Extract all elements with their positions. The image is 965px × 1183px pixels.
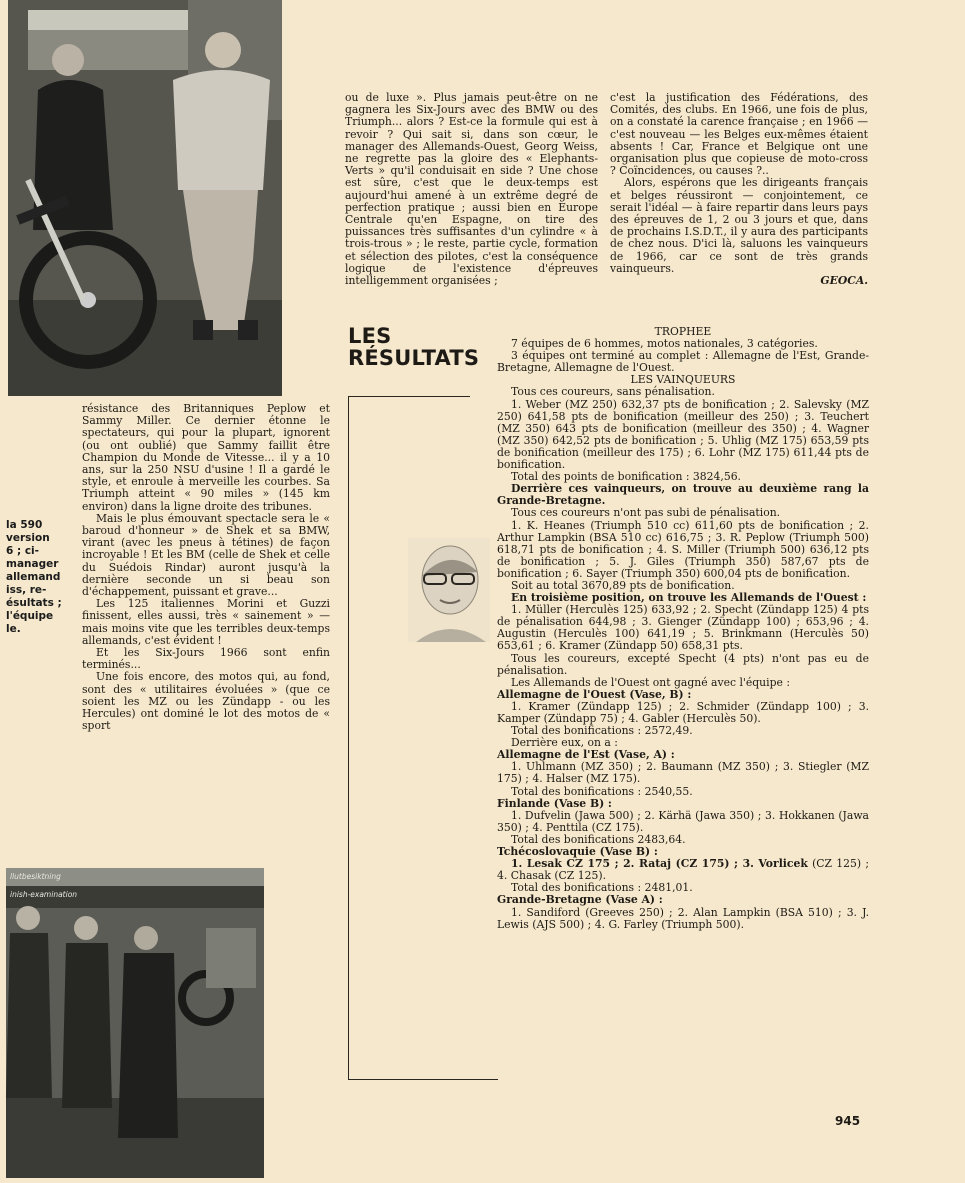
article-column-2 [345,92,598,287]
article-column-3 [610,92,868,287]
photo-riders-bottom [6,868,264,1178]
caption-line: manager [6,558,59,570]
results-total: Soit au total 3670,89 pts de bonification. [511,578,735,592]
results-list-bold: 1. Lesak CZ 175 ; 2. Rataj (CZ 175) ; 3. Vorlicek [511,857,808,871]
results-team-title: Grande-Bretagne (Vase A) : [497,893,663,907]
results-team-title: Tchécoslovaquie (Vase B) : [497,845,658,859]
caption-line: iss, re- [6,584,47,596]
results-total: Total des bonifications : 2481,01. [511,881,693,895]
results-paragraph: Derrière ces vainqueurs, on trouve au deuxième rang la Grande-Bretagne. [497,482,869,508]
results-heading [348,325,479,369]
results-paragraph: 1. Müller (Herculès 125) 633,92 ; 2. Specht (Zündapp 125) 4 pts de pénalisation 644,98 ; 3. Gienger (Zündapp 100) ; 653,96 ; 4. Augustin (Herculès 100) 641,19 ; 5. Brinkmann (Herculès 50) 653,61 ; 6. Kramer (Zündapp 50) 658,31 pts. [497,603,869,653]
results-list-rest: (CZ 125) ; 4. Chasak (CZ 125). [497,857,869,883]
results-section [497,326,869,931]
results-paragraph: 1. K. Heanes (Triumph 510 cc) 611,60 pts de bonification ; 2. Arthur Lampkin (BSA 510 cc) 616,75 ; 3. R. Peplow (Triumph 500) 618,71 pts de bonification ; 4. S. Miller (Triumph 500) 636,12 pts de bonification ; 5. J. Giles (Triumph 350) 587,67 pts de bonification ; 6. Sayer (Triumph 350) 600,04 pts de bonification. [497,518,869,580]
results-paragraph: 1. Dufvelin (Jawa 500) ; 2. Kärhä (Jawa 350) ; 3. Hokkanen (Jawa 350) ; 4. Penttila (CZ 175). [497,808,869,834]
caption-line: l'équipe [6,610,54,622]
caption-line: version [6,532,50,544]
results-subtitle: LES VAINQUEURS [630,373,736,387]
results-team-title: Allemagne de l'Ouest (Vase, B) : [497,687,692,701]
photo-riders-top [8,0,282,396]
article-paragraph: Et les Six-Jours 1966 sont enfin terminés... [82,646,330,672]
divider-line [348,1079,498,1080]
photo-caption [6,519,62,636]
author-signature: GEOCA. [820,274,868,288]
results-total: Total des bonifications : 2540,55. [511,784,693,798]
results-paragraph: 3 équipes ont terminé au complet : Allemagne de l'Est, Grande-Bretagne, Allemagne de l'Ouest. [497,349,869,375]
photo-tag: llutbesiktning [10,872,61,881]
results-paragraph: Tous les coureurs, excepté Specht (4 pts) n'ont pas eu de pénalisation. [497,651,869,677]
caption-line: la 590 [6,519,43,531]
portrait-drawing [408,538,490,642]
results-paragraph: Tous ces coureurs n'ont pas subi de pénalisation. [511,506,781,520]
divider-line [348,396,349,1079]
divider-line [348,396,470,397]
results-paragraph: Tous ces coureurs, sans pénalisation. [511,385,715,399]
results-paragraph: Derrière eux, on a : [511,736,618,750]
article-paragraph: Les 125 italiennes Morini et Guzzi finissent, elles aussi, très « sainement » — mais moins vite que les terribles deux-temps allemands, c'est évident ! [82,597,330,647]
article-column-1 [82,403,330,732]
article-paragraph: c'est la justification des Fédérations, des Comités, des clubs. En 1966, une fois de plus, on a constaté la carence française ; en 1966 — c'est nouveau — les Belges eux-mêmes étaient absents ! Car, France et Belgique ont une organisation plus que copieuse de moto-cross ? Coïncidences, ou causes ?.. [610,91,868,178]
article-paragraph: résistance des Britanniques Peplow et Sammy Miller. Ce dernier étonne le spectateurs, qui pour la plupart, ignorent (ou ont oublié) que Sammy faillit être Champion du Monde de Vitesse... il y a 10 ans, sur la 250 NSU d'usine ! Il a gardé le style, et enroule à merveille les courbes. Sa Triumph atteint « 90 miles » (145 km environ) dans la ligne droite des tribunes. [82,402,330,513]
results-paragraph: 1. Weber (MZ 250) 632,37 pts de bonification ; 2. Salevsky (MZ 250) 641,58 pts de bonification (meilleur des 250) ; 3. Teuchert (MZ 350) 643 pts de bonification (meilleur des 350) ; 4. Wagner (MZ 350) 642,52 pts de bonification ; 5. Uhlig (MZ 175) 653,59 pts de bonification (meilleur des 175) ; 6. Lohr (MZ 175) 611,44 pts de bonification. [497,397,869,472]
results-total: Total des points de bonification : 3824,56. [511,470,741,484]
caption-line: le. [6,623,21,635]
results-paragraph: 1. Sandiford (Greeves 250) ; 2. Alan Lampkin (BSA 510) ; 3. J. Lewis (AJS 500) ; 4. G. Farley (Triumph 500). [497,905,869,931]
photo-tag: inish-examination [10,890,78,899]
results-heading-line: LES [348,324,392,348]
article-paragraph: Une fois encore, des motos qui, au fond, sont des « utilitaires évoluées » (que ce soient les MZ ou les Zündapp - ou les Hercules) ont dominé le lot des motos de « sport [82,670,330,733]
results-team-title: Finlande (Vase B) : [497,796,612,810]
photo-riders-top-drawing [8,0,282,396]
results-team-title: Allemagne de l'Est (Vase, A) : [497,748,675,762]
results-paragraph: En troisième position, on trouve les Allemands de l'Ouest : [511,591,867,605]
results-total: Total des bonifications 2483,64. [511,832,686,846]
results-subtitle: TROPHEE [654,325,712,338]
article-paragraph: ou de luxe ». Plus jamais peut-être on ne gagnera les Six-Jours avec des BMW ou des Triumph... alors ? Est-ce la formule qui est à revoir ? Qui sait si, dans son cœur, le manager des Allemands-Ouest, Georg Weiss, ne regrette pas la gloire des « Elephants-Verts » qu'il conduisait en side ? Une chose est sûre, c'est que le deux-temps est aujourd'hui amené à un extrême degré de perfection pratique ; aussi bien en Europe Centrale qu'en Espagne, on tire des puissances très suffisantes d'un cylindre « à trois-trous » ; le reste, partie cycle, formation et sélection des pilotes, c'est la conséquence logique de l'existence d'épreuves intelligemment organisées ; [345,91,598,288]
results-total: Total des bonifications : 2572,49. [511,724,693,738]
results-heading-line: RÉSULTATS [348,346,480,370]
caption-line: 6 ; ci- [6,545,39,557]
results-paragraph: 1. Kramer (Zündapp 125) ; 2. Schmider (Zündapp 100) ; 3. Kamper (Zündapp 75) ; 4. Gabler (Herculès 50). [497,699,869,725]
results-paragraph: Les Allemands de l'Ouest ont gagné avec l'équipe : [511,675,790,689]
results-paragraph: 1. Uhlmann (MZ 350) ; 2. Baumann (MZ 350) ; 3. Stiegler (MZ 175) ; 4. Halser (MZ 175). [497,760,869,786]
photo-riders-bottom-drawing [6,868,264,1178]
caption-line: allemand [6,571,61,583]
portrait-photo [408,538,490,642]
article-paragraph: Mais le plus émouvant spectacle sera le « baroud d'honneur » de Shek et sa BMW, virant (avec les pneus à tétines) de façon incroyable ! Et les BM (celle de Shek et celle du Suédois Rindar) auront jusqu'à la dernière seconde un si beau son d'échappement, puissant et grave... [82,511,330,599]
page-number: 945 [835,1114,861,1128]
results-paragraph [497,858,869,882]
article-paragraph: Alors, espérons que les dirigeants français et belges réussiront — conjointement, ce serait l'idéal — à faire repartir dans leurs pays des épreuves de 1, 2 ou 3 jours et que, dans de prochains I.S.D.T., il y aura des participants de chez nous. D'ici là, saluons les vainqueurs de 1966, car ce sont de très grands vainqueurs. [610,176,868,275]
caption-line: ésultats ; [6,597,62,609]
results-paragraph: 7 équipes de 6 hommes, motos nationales, 3 catégories. [511,337,818,351]
